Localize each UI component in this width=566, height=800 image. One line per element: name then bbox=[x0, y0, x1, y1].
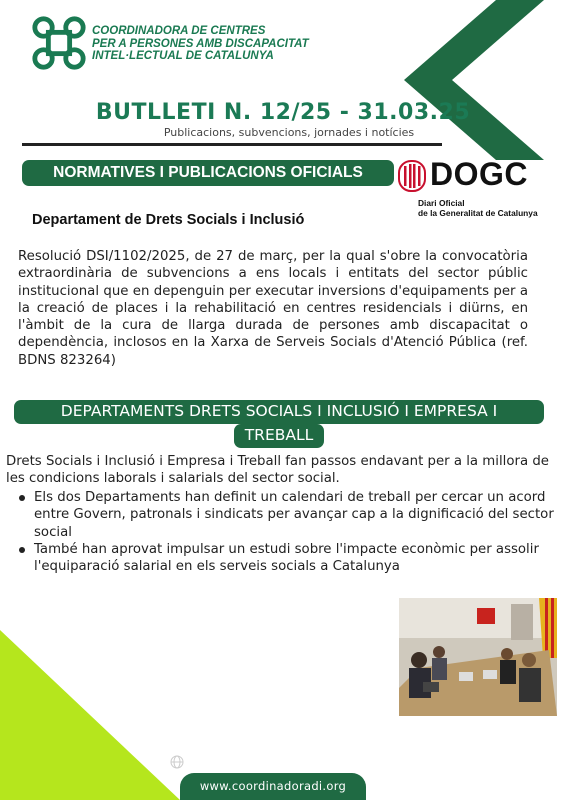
title-divider bbox=[22, 143, 442, 146]
list-item: També han aprovat impulsar un estudi sobre l'impacte econòmic per assolir l'equiparació salarial en els serveis socials a Catalunya bbox=[14, 541, 554, 576]
section2-heading-line1: DEPARTAMENTS DRETS SOCIALS I INCLUSIÓ I EMPRESA I bbox=[14, 400, 544, 424]
meeting-photo bbox=[399, 598, 557, 716]
resolution-paragraph: Resolució DSI/1102/2025, de 27 de març, per la qual s'obre la convocatòria extraordinària de subvencions a ens locals i entitats del sector públic institucional que en depenguin per executar inversions d'equipaments per a la creació de places i la rehabilitació en centres residencials i diürns, en l'àmbit de la cura de llarga durada de persones amb discapacitat o dependència, inclosos en la Xarxa de Serveis Socials d'Atenció Pública (ref. BDNS 823264) bbox=[18, 249, 528, 368]
dogc-emblem-icon bbox=[398, 160, 426, 192]
dogc-caption bbox=[418, 199, 538, 218]
section-heading-normatives: NORMATIVES I PUBLICACIONS OFICIALS bbox=[22, 160, 394, 186]
coordinadora-logo-icon bbox=[30, 14, 88, 72]
decorative-triangle bbox=[0, 630, 180, 800]
org-name-line2: PER A PERSONES AMB DISCAPACITAT bbox=[92, 37, 309, 50]
website-link[interactable]: www.coordinadoradi.org bbox=[180, 773, 366, 800]
department-heading: Departament de Drets Socials i Inclusió bbox=[32, 212, 305, 228]
globe-icon bbox=[170, 755, 184, 769]
organization-name bbox=[92, 25, 322, 63]
section2-intro: Drets Socials i Inclusió i Empresa i Treball fan passos endavant per a la millora de les condicions laborals i salarials del sector social. bbox=[6, 454, 549, 487]
org-name-line1: COORDINADORA DE CENTRES bbox=[92, 25, 266, 37]
bulletin-subtitle: Publicacions, subvencions, jornades i notícies bbox=[163, 126, 415, 139]
dogc-caption-line1: Diari Oficial bbox=[418, 198, 465, 208]
section2-bullet-list bbox=[14, 489, 554, 575]
list-item: Els dos Departaments han definit un calendari de treball per cercar un acord entre Govern, patronals i sindicats per avançar cap a la dignificació del sector social bbox=[14, 489, 554, 541]
section-heading-departaments bbox=[14, 398, 544, 448]
bulletin-title: BUTLLETI N. 12/25 - 31.03.25 bbox=[95, 100, 471, 125]
org-name-line3: INTEL·LECTUAL DE CATALUNYA bbox=[92, 50, 274, 62]
dogc-caption-line2: de la Generalitat de Catalunya bbox=[418, 207, 538, 218]
section2-heading-line2: TREBALL bbox=[234, 424, 324, 448]
dogc-logo-text: DOGC bbox=[430, 156, 528, 192]
